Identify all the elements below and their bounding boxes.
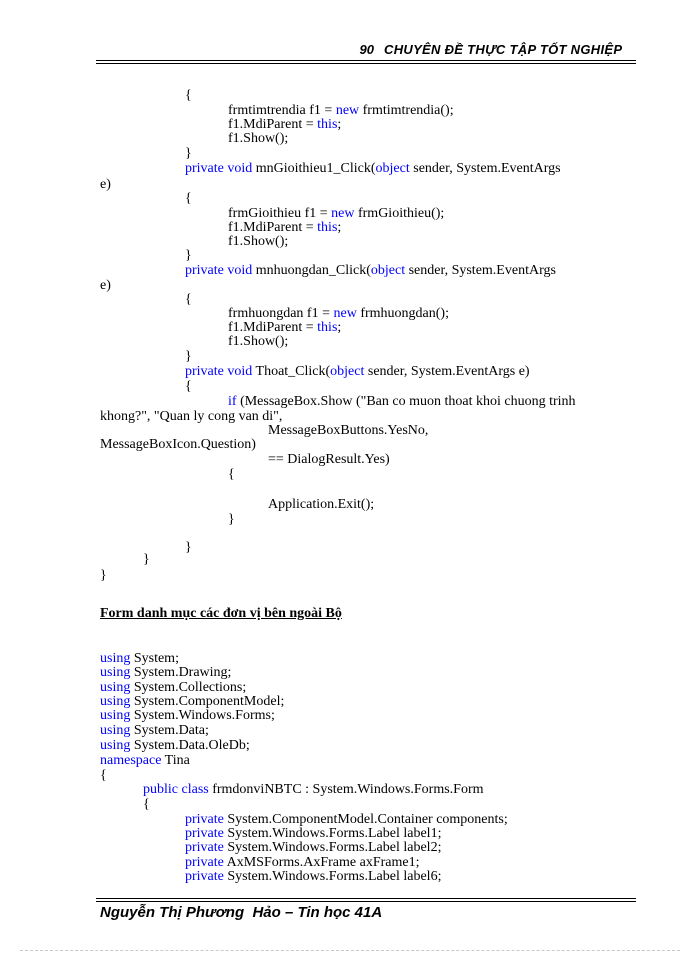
code-text: Thoat_Click( (252, 364, 331, 379)
header-rule-bottom (96, 63, 636, 64)
code-line (185, 248, 192, 263)
code-line (100, 694, 284, 709)
code-keyword: using (100, 708, 131, 723)
code-text: MessageBoxIcon.Question) (100, 437, 256, 452)
code-text: System.Collections; (130, 680, 247, 695)
code-text: khong?", "Quan ly cong van di", (100, 409, 283, 424)
code-keyword: using (100, 723, 131, 738)
code-line (185, 349, 192, 364)
code-keyword: private (185, 263, 224, 278)
code-text: { (185, 191, 192, 206)
code-text: System.Windows.Forms.Label label6; (223, 869, 442, 884)
code-line (185, 855, 419, 870)
code-line (100, 409, 282, 424)
code-text: Tina (161, 753, 190, 768)
footer-rule-top (96, 898, 636, 899)
code-line (185, 364, 530, 379)
code-keyword: this (317, 220, 338, 235)
code-text: frmtimtrendia(); (359, 103, 454, 118)
code-text: == DialogResult.Yes) (268, 452, 390, 467)
page-number: 90 (359, 42, 374, 57)
code-text: } (228, 512, 235, 527)
code-keyword: void (227, 364, 253, 379)
code-line (185, 540, 192, 555)
code-line (228, 467, 235, 482)
code-keyword: using (100, 680, 131, 695)
code-line (185, 826, 441, 841)
code-text: System.Windows.Forms.Label label1; (223, 826, 442, 841)
code-text: sender, System.EventArgs (405, 263, 556, 278)
code-text: { (185, 379, 192, 394)
code-line (100, 437, 256, 452)
header-rule-top (96, 60, 636, 61)
code-keyword: new (331, 206, 355, 221)
code-text: frmGioithieu f1 = (228, 206, 332, 221)
code-line (185, 869, 441, 884)
code-keyword: private (185, 840, 224, 855)
code-text: (MessageBox.Show ("Ban co muon thoat khoi chuong trinh (236, 394, 576, 409)
code-line (185, 263, 556, 278)
code-line (100, 651, 179, 666)
code-text: AxMSForms.AxFrame axFrame1; (223, 855, 420, 870)
code-text: f1.Show(); (228, 131, 289, 146)
code-keyword: new (333, 306, 357, 321)
code-keyword: using (100, 694, 131, 709)
code-keyword: class (181, 782, 209, 797)
code-line (185, 379, 192, 394)
code-line (143, 797, 150, 812)
code-line (228, 234, 288, 249)
code-text: sender, System.EventArgs e) (364, 364, 530, 379)
code-keyword: object (330, 364, 365, 379)
code-line (268, 497, 374, 512)
footer-rule-bottom (96, 901, 636, 902)
code-line (185, 146, 192, 161)
code-text: System.Drawing; (130, 665, 232, 680)
code-line (100, 278, 111, 293)
code-keyword: private (185, 826, 224, 841)
code-keyword: object (370, 263, 406, 278)
code-keyword: private (185, 364, 224, 379)
code-text: } (100, 568, 107, 583)
code-line (228, 306, 449, 321)
code-line (100, 680, 246, 695)
code-text: MessageBoxButtons.YesNo, (268, 423, 429, 438)
code-text: frmdonviNBTC : System.Windows.Forms.Form (208, 782, 484, 797)
code-text: sender, System.EventArgs (409, 161, 561, 176)
code-text: Application.Exit(); (268, 497, 375, 512)
code-text: f1.MdiParent = (228, 117, 318, 132)
code-keyword: using (100, 738, 131, 753)
code-text: { (143, 797, 150, 812)
header-title: CHUYÊN ĐỀ THỰC TẬP TỐT NGHIỆP (384, 42, 623, 57)
code-text: } (143, 552, 150, 567)
code-text: frmhuongdan f1 = (228, 306, 334, 321)
code-line (185, 191, 192, 206)
code-line (100, 753, 190, 768)
code-line (100, 177, 111, 192)
code-text: { (185, 292, 192, 307)
code-text: { (228, 467, 235, 482)
code-keyword: namespace (100, 753, 162, 768)
code-keyword: using (100, 651, 131, 666)
code-line (228, 206, 444, 221)
code-line (228, 320, 341, 335)
code-text: e) (100, 177, 111, 192)
code-text: mnhuongdan_Click( (252, 263, 371, 278)
code-text: frmGioithieu(); (354, 206, 445, 221)
code-line (228, 117, 341, 132)
code-line (100, 665, 231, 680)
code-keyword: this (317, 117, 338, 132)
section-title: Form danh mục các đơn vị bên ngoài Bộ (100, 606, 342, 621)
page-header (96, 40, 636, 62)
code-keyword: public (143, 782, 178, 797)
code-keyword: void (227, 263, 253, 278)
code-text: } (185, 540, 192, 555)
code-text: frmhuongdan(); (356, 306, 449, 321)
code-line (100, 768, 107, 783)
page-edge-divider (20, 950, 680, 951)
code-line (143, 552, 150, 567)
code-text: } (185, 349, 192, 364)
code-keyword: using (100, 665, 131, 680)
code-line (185, 88, 192, 103)
code-line (228, 334, 288, 349)
code-line (143, 782, 484, 797)
code-line (185, 161, 561, 176)
code-text: ; (337, 320, 342, 335)
code-line (228, 394, 576, 409)
code-text: System.Data; (130, 723, 209, 738)
code-text: e) (100, 278, 111, 293)
code-text: f1.Show(); (228, 334, 289, 349)
code-keyword: object (375, 161, 410, 176)
code-line (268, 452, 390, 467)
code-keyword: if (228, 394, 237, 409)
code-text: } (185, 146, 192, 161)
code-keyword: void (227, 161, 253, 176)
code-text: f1.Show(); (228, 234, 289, 249)
code-text: frmtimtrendia f1 = (228, 103, 336, 118)
code-line (228, 512, 235, 527)
code-text: System.Data.OleDb; (130, 738, 250, 753)
code-text: f1.MdiParent = (228, 320, 318, 335)
code-line (228, 131, 288, 146)
code-text: f1.MdiParent = (228, 220, 318, 235)
code-text: { (185, 88, 192, 103)
footer-author: Nguyễn Thị Phương Hảo – Tin học 41A (100, 904, 383, 921)
code-line (185, 812, 508, 827)
code-keyword: new (335, 103, 360, 118)
code-line (100, 738, 250, 753)
code-text: System.Windows.Forms; (130, 708, 275, 723)
code-keyword: private (185, 161, 224, 176)
code-keyword: private (185, 812, 224, 827)
code-line (100, 723, 209, 738)
code-line (268, 423, 428, 438)
code-line (185, 840, 441, 855)
code-text: } (185, 248, 192, 263)
code-text: System.ComponentModel; (130, 694, 285, 709)
code-text: System.Windows.Forms.Label label2; (223, 840, 442, 855)
code-keyword: private (185, 869, 224, 884)
code-line (185, 292, 192, 307)
code-text: ; (337, 220, 342, 235)
code-keyword: private (185, 855, 224, 870)
code-text: ; (337, 117, 342, 132)
code-text: System.ComponentModel.Container components; (223, 812, 508, 827)
code-text: mnGioithieu1_Click( (252, 161, 376, 176)
code-line (228, 103, 454, 118)
code-line (100, 708, 275, 723)
code-line (100, 568, 107, 583)
code-text: { (100, 768, 107, 783)
code-line (228, 220, 341, 235)
code-keyword: this (317, 320, 338, 335)
code-text: System; (130, 651, 179, 666)
